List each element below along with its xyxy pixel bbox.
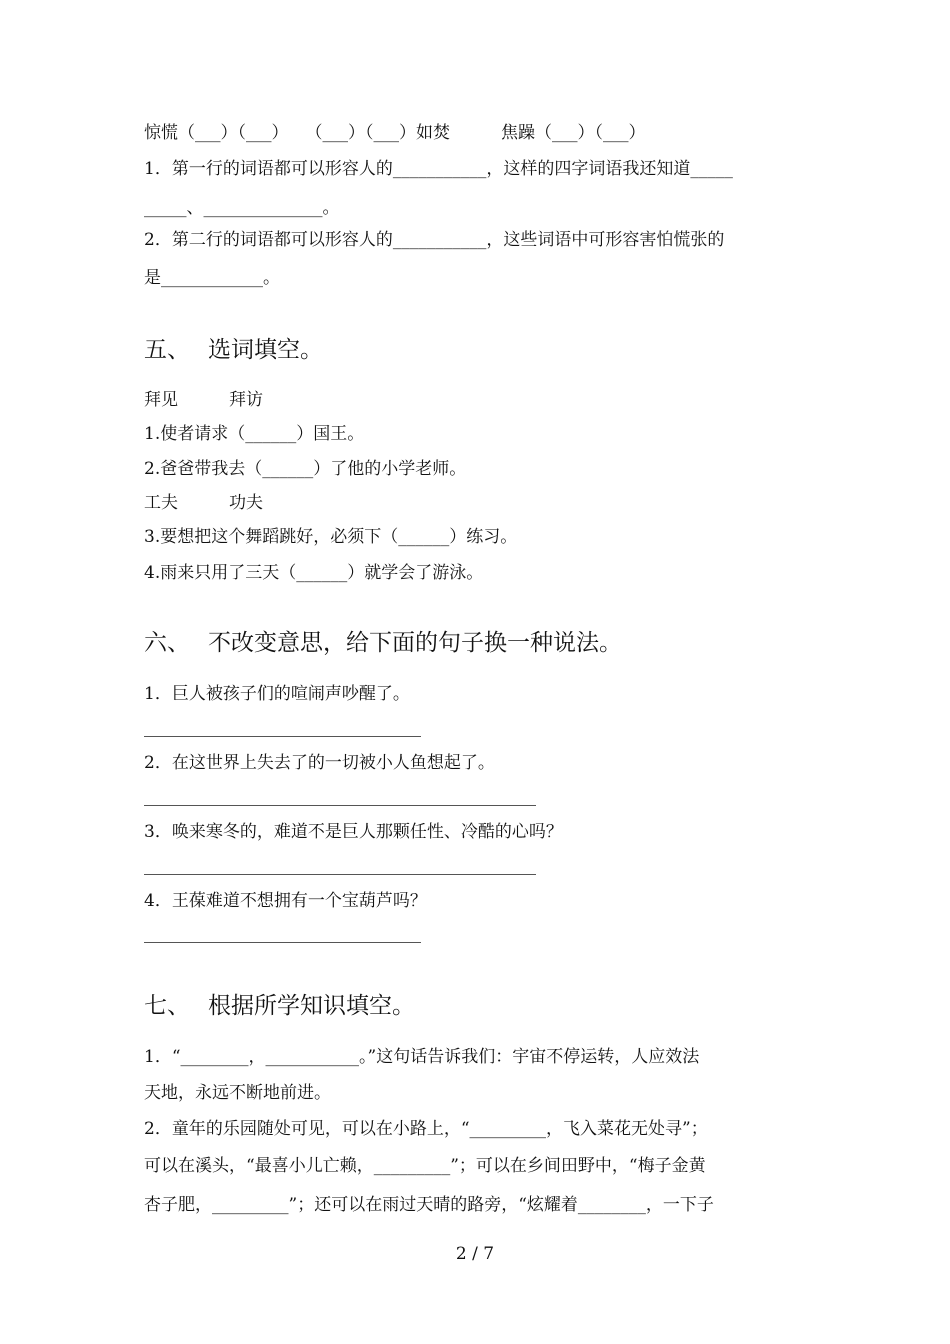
question-7-2-line-1: 2．童年的乐园随处可见，可以在小路上，“_________，飞入菜花无处寻”； [144,1119,708,1139]
section-6-heading [144,628,622,658]
question-5-1: 1.使者请求（______）国王。 [144,424,365,444]
section-6-title: 不改变意思，给下面的句子换一种说法。 [208,630,622,656]
answer-line-6-4[interactable] [144,942,421,943]
question-5-2: 2.爸爸带我去（______）了他的小学老师。 [144,459,467,479]
section-5-heading [144,335,323,365]
answer-line-6-1[interactable] [144,736,421,737]
section-6-number: 六、 [144,630,190,656]
question-6-4: 4．王葆难道不想拥有一个宝葫芦吗？ [144,891,427,911]
question-5-4: 4.雨来只用了三天（______）就学会了游泳。 [144,563,484,583]
word-pair-2: 工夫 功夫 [144,493,263,513]
question-7-2-line-2: 可以在溪头，“最喜小儿亡赖，_________”；可以在乡间田野中，“梅子金黄 [144,1156,706,1176]
answer-line-6-2[interactable] [144,805,536,806]
word-fill-row: 惊慌（___）（___） （___）（___）如焚 焦躁（___）（___） [144,123,646,143]
question-4-1-line-2: _____、______________。 [144,198,340,218]
section-5-title: 选词填空。 [208,337,323,363]
question-7-1-line-1: 1．“________，___________。”这句话告诉我们：宇宙不停运转，人应效法 [144,1047,700,1067]
question-4-2-line-2: 是____________。 [144,268,280,288]
section-5-number: 五、 [144,337,190,363]
question-6-2: 2．在这世界上失去了的一切被小人鱼想起了。 [144,753,495,773]
section-7-title: 根据所学知识填空。 [208,993,415,1019]
section-7-number: 七、 [144,993,190,1019]
question-7-1-line-2: 天地，永远不断地前进。 [144,1083,331,1103]
question-4-2-line-1: 2．第二行的词语都可以形容人的___________，这些词语中可形容害怕慌张的 [144,230,725,250]
answer-line-6-3[interactable] [144,874,536,875]
section-7-heading [144,991,415,1021]
question-7-2-line-3: 杏子肥，_________”；还可以在雨过天晴的路旁，“炫耀着________，一下子 [144,1195,714,1215]
question-6-1: 1．巨人被孩子们的喧闹声吵醒了。 [144,684,410,704]
question-6-3: 3．唤来寒冬的，难道不是巨人那颗任性、冷酷的心吗？ [144,822,563,842]
question-5-3: 3.要想把这个舞蹈跳好，必须下（______）练习。 [144,527,518,547]
word-pair-1: 拜见 拜访 [144,390,263,410]
page-number: 2 / 7 [455,1244,495,1264]
question-4-1-line-1: 1．第一行的词语都可以形容人的___________，这样的四字词语我还知道_____ [144,159,733,179]
